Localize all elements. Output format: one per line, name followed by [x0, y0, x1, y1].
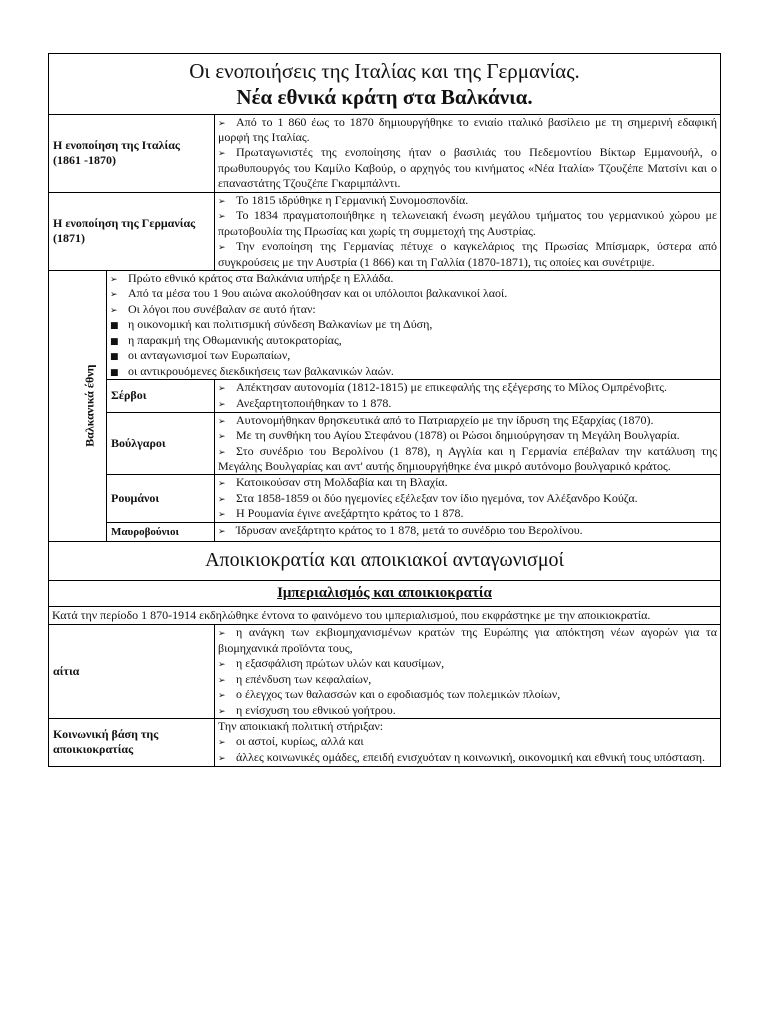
arrow-bullet-icon: ➢ [218, 660, 226, 671]
arrow-bullet-icon: ➢ [218, 149, 226, 160]
arrow-bullet-icon: ➢ [218, 400, 226, 410]
square-bullet-icon: ■ [110, 367, 119, 378]
arrow-bullet-icon: ➢ [218, 243, 226, 253]
balkans-point: ➢ Από τα μέσα του 1 9ου αιώνα ακολούθησαν και οι υπόλοιποι βαλκανικοί λαοί. [110, 286, 508, 301]
causes-row [49, 625, 721, 719]
italy-point: ➢ Από το 1 860 έως το 1870 δημιουργήθηκε το ενιαίο ιταλικό βασίλειο με τη σημερινή εδαφική μορφή της Ιταλίας. [218, 114, 718, 145]
arrow-bullet-icon: ➢ [218, 675, 226, 686]
arrow-bullet-icon: ➢ [218, 212, 226, 223]
colonial-intro: Κατά την περίοδο 1 870-1914 εκδηλώθηκε έντονα το φαινόμενο του ιμπεριαλισμού, που εκφράστηκε με την αποικιοκρατία. [49, 606, 721, 624]
cause-point: ➢ η επένδυση των κεφαλαίων, [218, 671, 372, 686]
nation-point: ➢ Με τη συνθήκη του Αγίου Στεφάνου (1878) οι Ρώσοι δημιούργησαν τη Μεγάλη Βουλγαρία. [218, 428, 680, 443]
balkans-vertical-label: Βαλκανικά έθνη [49, 270, 107, 541]
balkans-reason: ■ η παρακμή της Οθωμανικής αυτοκρατορίας, [110, 332, 342, 347]
italy-label: Η ενοποίηση της Ιταλίας (1861 -1870) [49, 114, 215, 192]
bulgarians-points [215, 412, 721, 475]
nation-point: ➢ Κατοικούσαν στη Μολδαβία και τη Βλαχία. [218, 475, 448, 490]
nation-label-montenegrins: Μαυροβούνιοι [107, 522, 215, 541]
section-title: Αποικιοκρατία και αποικιακοί ανταγωνισμοί [49, 542, 721, 581]
cause-point: ➢ ο έλεγχος των θαλασσών και ο εφοδιασμός των πολεμικών πλοίων, [218, 687, 561, 702]
social-label: Κοινωνική βάση της αποικιοκρατίας [49, 719, 215, 766]
social-intro: Την αποικιακή πολιτική στήριξαν: [218, 719, 384, 734]
germany-point: ➢ Το 1815 ιδρύθηκε η Γερμανική Συνομοσπονδία. [218, 192, 469, 207]
nation-point: ➢ Στο συνέδριο του Βερολίνου (1 878), η Αγγλία και η Γερμανία επέβαλαν την κατάλυση της Μεγάλης Βουλγαρίας και αντ' αυτής δημιουργήθηκε ένα μικρό αυτόνομο βουλγαρικό κράτος. [218, 443, 718, 474]
arrow-bullet-icon: ➢ [218, 494, 226, 505]
germany-point: ➢ Το 1834 πραγματοποιήθηκε η τελωνειακή ένωση μεγάλου τμήματος του γερμανικού χώρου με πρωτοβουλία της Πρωσίας και χωρίς τη συμμετοχή της Αυστρίας. [218, 208, 718, 238]
italy-point: ➢ Πρωταγωνιστές της ενοποίησης ήταν ο βασιλιάς του Πεδεμοντίου Βίκτωρ Εμμανουήλ, ο πρωθυπουργός του Καμίλο Καβούρ, ο αρχηγός του κινήματος «Νέα Ιταλία» Τζουζέπε Ματσίνι και ο επαναστάτης Τζουζέπε Γκαριμπάλντι. [218, 145, 718, 191]
arrow-bullet-icon: ➢ [110, 290, 118, 301]
social-point: ➢ άλλες κοινωνικές ομάδες, επειδή ενισχυόταν η κοινωνική, οικονομική και εθνική τους υπόσταση. [218, 750, 706, 764]
nation-label-bulgarians: Βούλγαροι [107, 412, 215, 475]
nation-point: ➢ Στα 1858-1859 οι δύο ηγεμονίες εξέλεξαν τον ίδιο ηγεμόνα, τον Αλέξανδρο Κούζα. [218, 490, 638, 505]
nation-label-romanians: Ρουμάνοι [107, 475, 215, 523]
title-line-1: Οι ενοποιήσεις της Ιταλίας και της Γερμανίας. [189, 59, 580, 83]
cause-point: ➢ η ενίσχυση του εθνικού γοήτρου. [218, 702, 396, 717]
page-title [49, 54, 721, 115]
balkans-point: ➢ Οι λόγοι που συνέβαλαν σε αυτό ήταν: [110, 301, 316, 316]
arrow-bullet-icon: ➢ [218, 738, 226, 749]
document-page [48, 53, 720, 767]
romanians-row [49, 475, 721, 523]
colonial-subtitle-row [49, 580, 721, 606]
causes-points [215, 625, 721, 719]
arrow-bullet-icon: ➢ [218, 629, 226, 640]
square-bullet-icon: ■ [110, 336, 119, 347]
cause-point: ➢ η ανάγκη των εκβιομηχανισμένων κρατών της Ευρώπης για απόκτηση νέων αγορών για τα βιομηχανικά προϊόντα τους, [218, 625, 718, 655]
bulgarians-row [49, 412, 721, 475]
balkans-general-points [107, 270, 721, 380]
arrow-bullet-icon: ➢ [218, 416, 226, 427]
arrow-bullet-icon: ➢ [218, 118, 226, 129]
balkans-reason: ■ οι ανταγωνισμοί των Ευρωπαίων, [110, 348, 291, 363]
main-table [48, 53, 721, 767]
social-point: ➢ οι αστοί, κυρίως, αλλά και [218, 734, 364, 749]
arrow-bullet-icon: ➢ [218, 754, 226, 764]
balkans-reason: ■ οι αντικρουόμενες διεκδικήσεις των βαλκανικών λαών. [110, 363, 394, 378]
colonial-title-row [49, 542, 721, 581]
nation-point: ➢ Αυτονομήθηκαν θρησκευτικά από το Πατριαρχείο με την ίδρυση της Εξαρχίας (1870). [218, 412, 654, 427]
nation-label-serbs: Σέρβοι [107, 380, 215, 412]
arrow-bullet-icon: ➢ [218, 384, 226, 395]
nation-point: ➢ Ίδρυσαν ανεξάρτητο κράτος το 1 878, μετά το συνέδριο του Βερολίνου. [218, 522, 583, 537]
serbs-points [215, 380, 721, 412]
nation-point: ➢ Η Ρουμανία έγινε ανεξάρτητο κράτος το 1 878. [218, 506, 464, 521]
italy-points [215, 114, 721, 192]
cause-point: ➢ η εξασφάλιση πρώτων υλών και καυσίμων, [218, 656, 445, 671]
nation-point: ➢ Ανεξαρτητοποιήθηκαν το 1 878. [218, 396, 392, 410]
social-points [215, 719, 721, 766]
italy-row [49, 114, 721, 192]
germany-points [215, 192, 721, 270]
germany-point: ➢ Την ενοποίηση της Γερμανίας πέτυχε ο καγκελάριος της Πρωσίας Μπίσμαρκ, ύστερα από συγκρούσεις με την Αυστρία (1 866) και τη Γαλλία (1870-1871), τις οποίες και συνέτριψε. [218, 239, 718, 269]
germany-label: Η ενοποίηση της Γερμανίας (1871) [49, 192, 215, 270]
causes-label: αίτια [49, 625, 215, 719]
arrow-bullet-icon: ➢ [218, 196, 226, 207]
montenegrins-row [49, 522, 721, 541]
arrow-bullet-icon: ➢ [110, 305, 118, 316]
square-bullet-icon: ■ [110, 321, 119, 332]
arrow-bullet-icon: ➢ [218, 432, 226, 443]
serbs-row [49, 380, 721, 412]
colonial-intro-row [49, 606, 721, 624]
balkans-point: ➢ Πρώτο εθνικό κράτος στα Βαλκάνια υπήρξε η Ελλάδα. [110, 270, 394, 285]
balkans-general-row [49, 270, 721, 380]
arrow-bullet-icon: ➢ [218, 526, 226, 537]
arrow-bullet-icon: ➢ [218, 447, 226, 458]
nation-point: ➢ Απέκτησαν αυτονομία (1812-1815) με επικεφαλής της εξέγερσης το Μίλος Ομπρένοβιτς. [218, 380, 668, 395]
square-bullet-icon: ■ [110, 352, 119, 363]
section-subtitle: Ιμπεριαλισμός και αποικιοκρατία [49, 580, 721, 606]
arrow-bullet-icon: ➢ [218, 479, 226, 490]
montenegrins-points [215, 522, 721, 541]
title-line-2: Νέα εθνικά κράτη στα Βαλκάνια. [236, 85, 533, 110]
germany-row [49, 192, 721, 270]
arrow-bullet-icon: ➢ [218, 510, 226, 521]
arrow-bullet-icon: ➢ [218, 706, 226, 717]
romanians-points [215, 475, 721, 523]
balkans-reason: ■ η οικονομική και πολιτισμική σύνδεση Βαλκανίων με τη Δύση, [110, 317, 433, 332]
arrow-bullet-icon: ➢ [110, 274, 118, 285]
arrow-bullet-icon: ➢ [218, 691, 226, 702]
title-row [49, 54, 721, 115]
social-row [49, 719, 721, 766]
